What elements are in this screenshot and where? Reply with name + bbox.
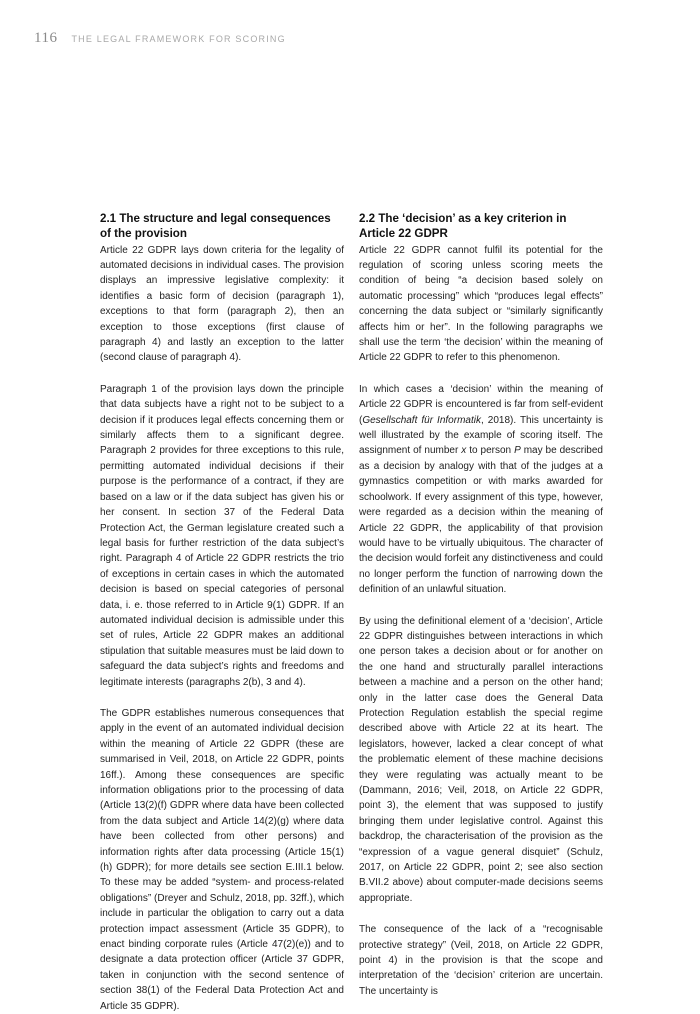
running-title: THE LEGAL FRAMEWORK FOR SCORING (71, 34, 286, 44)
text-run: , 2018). This uncertainty is well illustrated by the example of scoring itself. The assignment of number (359, 414, 603, 457)
page-number: 116 (34, 30, 58, 46)
text-run: to person (466, 445, 515, 457)
right-column (359, 212, 603, 999)
paragraph: The GDPR establishes numerous consequences that apply in the event of an automated individual decision within the meaning of Article 22 GDPR (these are summarised in Veil, 2018, on Article 22 GDPR, points 16ff.). Among these consequences are specific information obligations prior to the processing of data (Article 13(2)(f) GDPR where data have been collected from the data subject and Article 14(2)(g) where data have been collected from other persons) and information rights after data processing (Article 15(1)(h) GDPR); for more details see section E.III.1 below. To these may be added “system- and process-related obligations” (Dreyer and Schulz, 2018, pp. 32ff.), which include in particular the obligation to carry out a data protection impact assessment (Article 35 GDPR), to enact binding corporate rules (Article 47(2)(e)) and to designate a data protection officer (Article 37 GDPR, taken in conjunction with the second sentence of section 38(1) of the Federal Data Protection Act and Article 35 GDPR). (100, 707, 344, 1012)
section-heading-2-1: 2.1 The structure and legal consequences of the provision (100, 212, 331, 240)
paragraph: Article 22 GDPR lays down criteria for the legality of automated decisions in individual cases. The provision displays an impressive legislative complexity: it identifies a basic form of decision (paragraph 1), exceptions to that form (paragraph 2), then an exception to those exceptions (first clause of paragraph 4) and lastly an exception to the latter (second clause of paragraph 4). (100, 244, 344, 364)
paragraph: Article 22 GDPR cannot fulfil its potential for the regulation of scoring unless scoring meets the condition of being “a decision based solely on automatic processing” which “produces legal effects” concerning the data subject or “similarly significantly affects him or her”. In the following paragraphs we shall use the term ‘the decision’ within the meaning of Article 22 GDPR to refer to this phenomenon. (359, 244, 603, 364)
text-run: may be described as a decision by analogy with that of the judges at a gymnastics competition or with marks awarded for schoolwork. If every assignment of this type, however, were regarded as a decision within the meaning of Article 22 GDPR, the applicability of that provision would have to be virtually ubiquitous. The character of the decision would forfeit any distinctiveness and could no longer perform the function of narrowing down the definition of an unlawful situation. (359, 445, 603, 596)
italic-variable-p: P (514, 445, 521, 457)
paragraph: By using the definitional element of a ‘decision’, Article 22 GDPR distinguishes between interactions in which one person takes a decision about or for another on the one hand and structurally parallel interactions between a machine and a person on the other hand; only in the latter case does the General Data Protection Regulation establish the special regime described above with Article 22 at its heart. The legislators, however, lacked a clear concept of what the problematic element of these machine decisions they were regulating was actually meant to be (Dammann, 2016; Veil, 2018, on Article 22 GDPR, point 3), the element that was supposed to justify bringing them under legislative control. Against this backdrop, the characterisation of the provision as the “expression of a vague general disquiet” (Schulz, 2017, on Article 22 GDPR, point 2; see also section B.VII.2 above) about computer-made decisions seems appropriate. (359, 615, 603, 904)
running-header (34, 30, 286, 50)
paragraph: The consequence of the lack of a “recognisable protective strategy” (Veil, 2018, on Article 22 GDPR, point 4) in the provision is that the scope and interpretation of the ‘decision’ criterion are uncertain. The uncertainty is (359, 924, 603, 997)
left-column (100, 212, 344, 1014)
italic-citation: Gesellschaft für Informatik (362, 414, 481, 426)
italic-variable-x: x (461, 445, 467, 457)
text-run: In which cases a ‘decision’ within the meaning of Article 22 GDPR is encountered is far from self-evident ( (359, 383, 603, 426)
paragraph (359, 382, 603, 598)
section-heading-2-2: 2.2 The ‘decision’ as a key criterion in Article 22 GDPR (359, 212, 567, 240)
paragraph: Paragraph 1 of the provision lays down the principle that data subjects have a right not to be subject to a decision if it produces legal effects concerning them or similarly affects them to a significant degree. Paragraph 2 provides for three exceptions to this rule, permitting automated individual decisions if their purpose is the performance of a contract, if they are based on a law or if the data subject has given his or her consent. In section 37 of the Federal Data Protection Act, the German legislature created such a legal basis for further restriction of the data subject’s right. Paragraph 4 of Article 22 GDPR restricts the trio of exceptions in certain cases in which the automated decision is based on special categories of personal data, i. e. those referred to in Article 9(1) GDPR. If an automated individual decision is admissible under this set of rules, Article 22 GDPR makes an additional stipulation that suitable measures must be laid down to safeguard the data subject’s rights and freedoms and legitimate interests (paragraphs 2(b), 3 and 4). (100, 383, 344, 688)
